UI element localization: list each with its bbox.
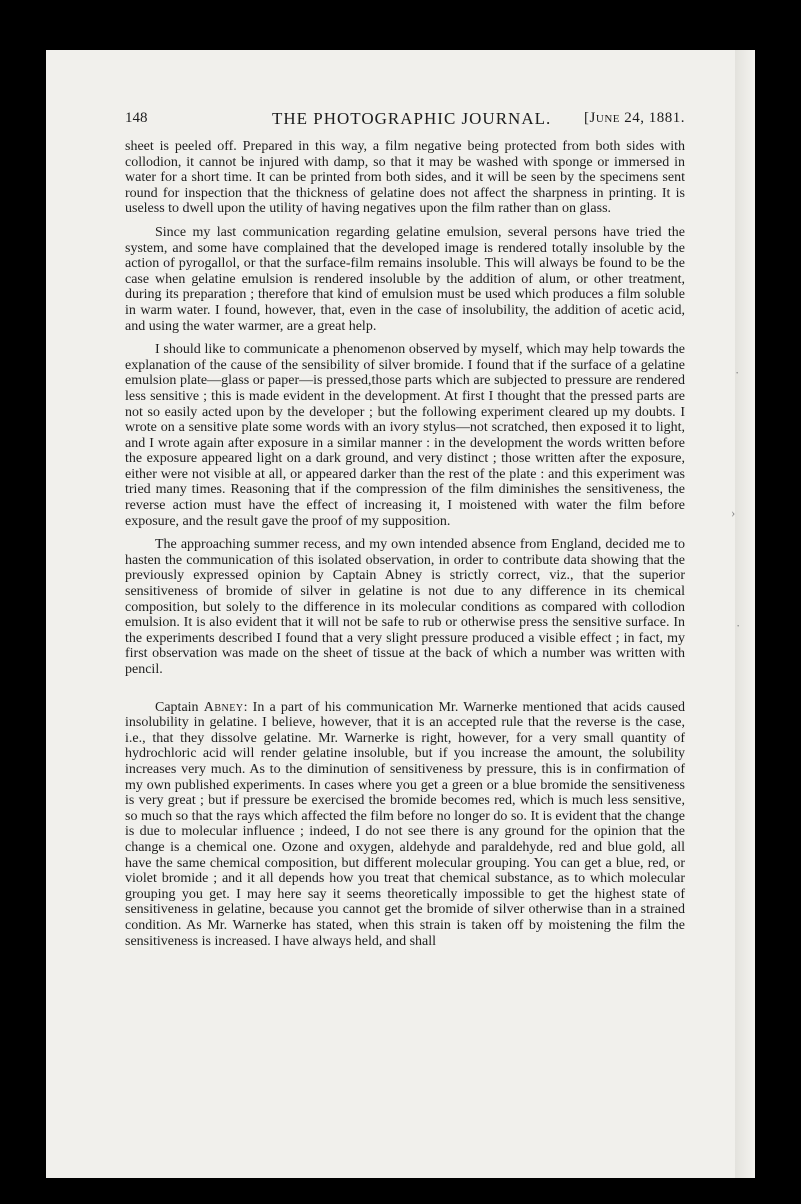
paragraph: I should like to communicate a phenomenon observed by myself, which may help towards the explanation of the cause of the sensibility of silver bromide. I found that if the surface of a gelatine emulsion plate—glass or paper—is pressed,those parts which are subjected to pressure are rendered less sensitive ; this is made evident in the development. At first I thought that the pressed parts are not so easily acted upon by the developer ; but the following experiment cleared up my doubts. I wrote on a sensitive plate some words with an ivory stylus—not scratched, then exposed it to light, and I wrote again after exposure in a similar manner : in the development the words written before the exposure appeared light on a dark ground, and very distinct ; those written after the exposure, either were not visible at all, or appeared darker than the rest of the plate : and this experiment was tried many times. Reasoning that if the compression of the film diminishes the sensitiveness, the reverse action must have the effect of increasing it, I moistened with water the film before exposure, and the result gave the proof of my supposition. (125, 342, 685, 529)
running-header (125, 109, 685, 133)
paragraph: sheet is peeled off. Prepared in this way, a film negative being protected from both sides with collodion, it cannot be injured with damp, so that it may be washed with sponge or immersed in water for a short time. It can be printed from both sides, and it will be seen by the specimens sent round for inspection that the thickness of gelatine does not affect the sharpness in printing. It is useless to dwell upon the utility of having negatives upon the film rather than on glass. (125, 139, 685, 217)
page-edge (735, 50, 755, 1178)
discussion-text: : In a part of his communication Mr. Warnerke mentioned that acids caused insolubility in gelatine. I believe, however, that it is an accepted rule that the reverse is the case, i.e., that they dissolve gelatine. Mr. Warnerke is right, however, for a very small quantity of hydrochloric acid will render gelatine insoluble, but if you increase the amount, the solubility increases very much. As to the diminution of sensitiveness by pressure, this is in confirmation of my own published experiments. In cases where you get a green or a blue bromide the sensitiveness is very great ; but if pressure be exercised the bromide becomes red, which is much less sensitive, so much so that the rays which affected the film before no longer do so. It is evident that the change is due to molecular influence ; indeed, I do not see there is any ground for the opinion that the change is a chemical one. Ozone and oxygen, aldehyde and paraldehyde, red and blue gold, all have the same chemical composition, but different molecular grouping. You can get a blue, red, or violet bromide ; and it all depends how you treat that chemical substance, as to which molecular grouping you get. I may here say it seems theoretically impossible to get the highest state of sensitiveness in gelatine, because you cannot get the bromide of silver otherwise than in a strained condition. As Mr. Warnerke has stated, when this strain is taken off by moistening the film the sensitiveness is increased. I have always held, and shall (125, 699, 685, 949)
page-number: 148 (125, 110, 148, 126)
paragraph: The approaching summer recess, and my own intended absence from England, decided me to hasten the communication of this isolated observation, in order to contribute data showing that the previously expressed opinion by Captain Abney is strictly correct, viz., that the superior sensitiveness of bromide of silver in gelatine is not due to any difference in its chemical composition, but solely to the difference in its molecular conditions as compared with collodion emulsion. It is also evident that it will not be safe to rub or otherwise press the sensitive surface. In the experiments described I found that a very slight pressure produced a visible effect ; in fact, my first observation was made on the sheet of tissue at the back of which a number was written with pencil. (125, 537, 685, 677)
margin-mark: › (731, 505, 736, 520)
journal-title: THE PHOTOGRAPHIC JOURNAL. (272, 109, 552, 128)
discussion-paragraph (125, 700, 685, 950)
issue-date: [June 24, 1881. (584, 110, 685, 126)
margin-mark: · (736, 618, 741, 633)
paragraph: Since my last communication regarding gelatine emulsion, several persons have tried the system, and some have complained that the developed image is rendered totally insoluble by the action of pyrogallol, or that the surface-film remains insoluble. This will always be found to be the case when gelatine emulsion is rendered insoluble by the addition of alum, or other treatment, during its preparation ; therefore that kind of emulsion must be used which produces a film soluble in warm water. I found, however, that, even in the case of insolubility, the addition of acetic acid, and using the water warmer, are a great help. (125, 224, 685, 334)
speaker-name: Abney (203, 699, 244, 715)
speaker-prefix: Captain (155, 699, 199, 715)
margin-mark: · (735, 365, 740, 380)
article-body (125, 139, 685, 957)
